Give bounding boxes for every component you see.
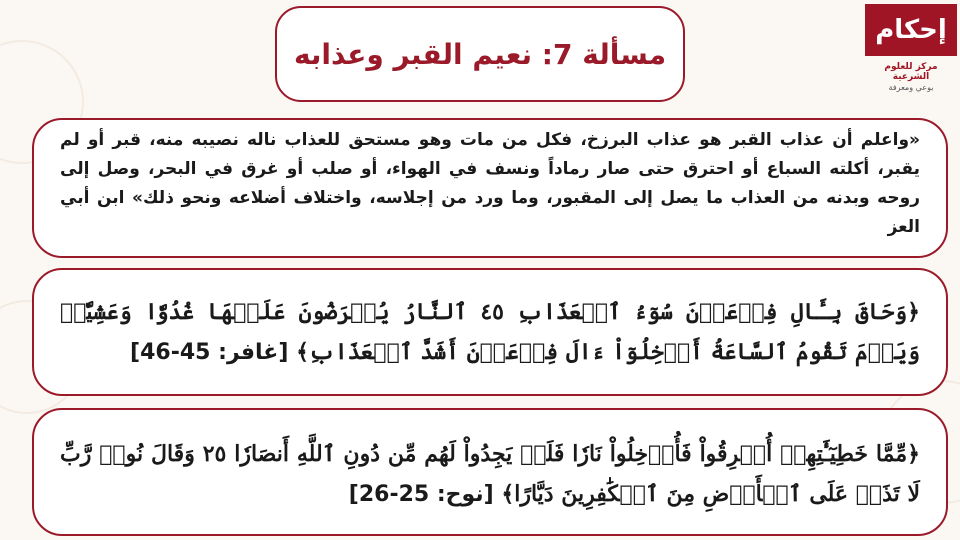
logo bbox=[865, 4, 957, 96]
logo-subtagline: بوعي ومعرفة bbox=[888, 83, 934, 92]
verse-box-2 bbox=[32, 408, 948, 536]
title-box bbox=[275, 6, 685, 102]
title-prefix: مسألة bbox=[582, 37, 667, 71]
quote-box bbox=[32, 118, 948, 258]
quote-text: «واعلم أن عذاب القبر هو عذاب البرزخ، فكل من مات وهو مستحق للعذاب ناله نصيبه منه، قبر أو لم يقبر، أكلته السباع أو احترق حتى صار رماداً ونسف في الهواء، أو صلب أو غرق في البحر، وصل إلى روحه وبدنه من العذاب ما يصل إلى المقبور، وما ورد من إجلاسه، واختلاف أضلاعه ونحو ذلك» bbox=[60, 130, 921, 208]
verse-text-1: ﴿وَحَاقَ بِـَٔالِ فِرۡعَوۡنَ سُوٓءُ ٱلۡعَذَابِ ٤٥ ٱلنَّارُ يُعۡرَضُونَ عَلَيۡهَا غُدُوّٗا وَعَشِيّٗاۚ وَيَوۡمَ تَقُومُ ٱلسَّاعَةُ أَدۡخِلُوٓاْ ءَالَ فِرۡعَوۡنَ أَشَدَّ ٱلۡعَذَابِ﴾ bbox=[60, 299, 920, 365]
verse-reference-2: [نوح: 25-26] bbox=[348, 482, 494, 507]
title-text: نعيم القبر وعذابه bbox=[293, 37, 533, 71]
quote-paragraph bbox=[60, 126, 920, 242]
verse-text-2: ﴿مِّمَّا خَطِيٓـَٰٔتِهِمۡ أُغۡرِقُواْ فَأُدۡخِلُواْ نَارٗا فَلَمۡ يَجِدُواْ لَهُم مِّن دُونِ ٱللَّهِ أَنصَارٗا ٢٥ وَقَالَ نُوحٞ رَّبِّ لَا تَذَرۡ عَلَى ٱلۡأَرۡضِ مِنَ ٱلۡكَٰفِرِينَ دَيَّارًا﴾ bbox=[60, 441, 920, 507]
verse-reference-1: [غافر: 45-46] bbox=[130, 340, 289, 365]
quote-author: ابن أبي العز bbox=[60, 188, 920, 237]
verse-paragraph-2 bbox=[60, 434, 920, 515]
logo-tagline: مركز للعلوم الشرعية bbox=[884, 62, 938, 82]
verse-paragraph-1 bbox=[60, 292, 920, 373]
title-number: 7: bbox=[541, 37, 573, 71]
verse-box-1 bbox=[32, 268, 948, 396]
page-title bbox=[294, 38, 666, 71]
logo-mark: إحكام bbox=[865, 4, 957, 56]
